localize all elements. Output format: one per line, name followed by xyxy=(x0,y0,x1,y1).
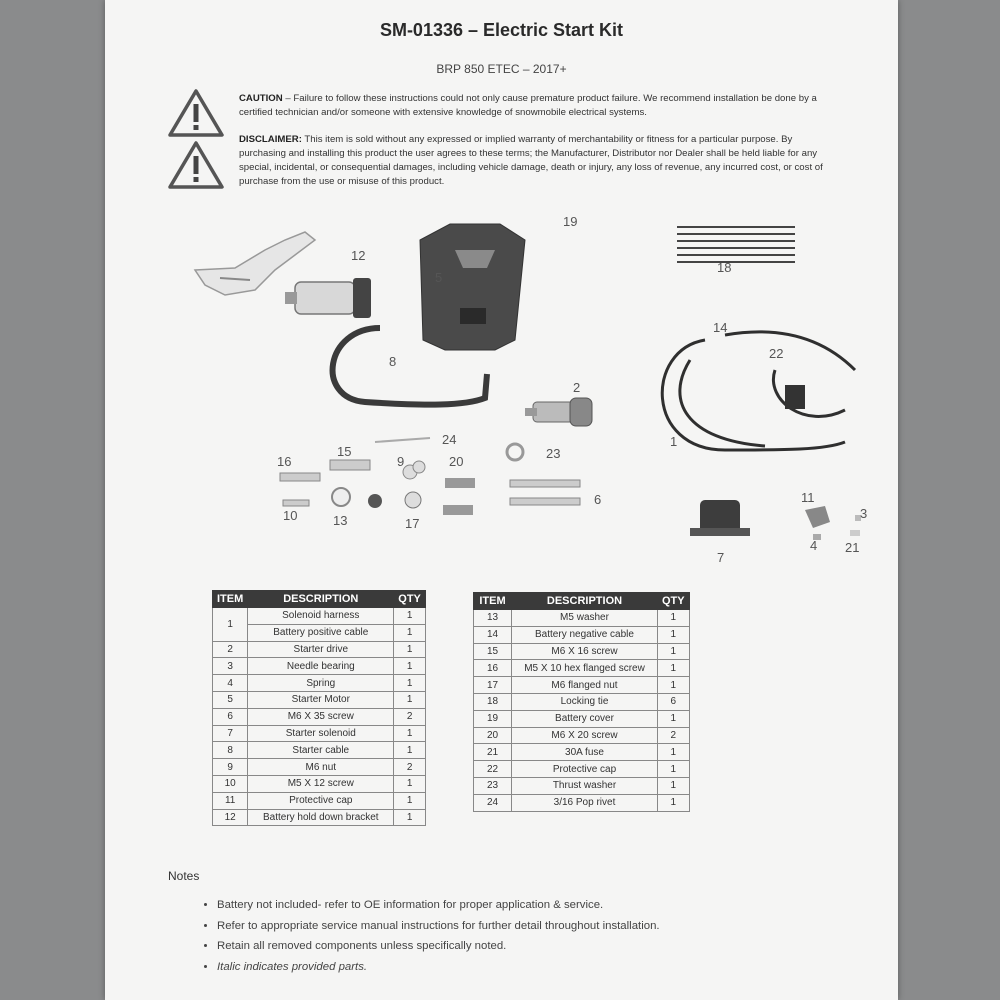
callout-23: 23 xyxy=(546,446,561,461)
item-cell: 22 xyxy=(474,761,512,778)
table-row xyxy=(474,710,690,727)
protective-cap-drawing xyxy=(785,385,805,409)
description-cell: Needle bearing xyxy=(248,658,394,675)
parts-table-right xyxy=(473,592,690,812)
qty-header: QTY xyxy=(394,591,426,608)
callout-7: 7 xyxy=(717,550,725,565)
description-cell: 30A fuse xyxy=(512,744,658,761)
qty-cell: 1 xyxy=(394,675,426,692)
pop-rivet-drawing xyxy=(375,438,430,442)
item-cell: 10 xyxy=(213,775,248,792)
description-cell: M6 X 35 screw xyxy=(248,708,394,725)
description-cell: M5 washer xyxy=(512,610,658,627)
caution-label: CAUTION xyxy=(239,93,283,104)
item-cell: 19 xyxy=(474,710,512,727)
starter-drive-drawing xyxy=(525,398,592,426)
callout-14: 14 xyxy=(713,320,728,335)
table-row xyxy=(213,809,426,826)
table-row xyxy=(474,626,690,643)
table-row xyxy=(213,641,426,658)
description-cell: M5 X 12 screw xyxy=(248,775,394,792)
callout-10: 10 xyxy=(283,508,298,523)
caution-notice xyxy=(239,92,827,120)
callout-20: 20 xyxy=(449,454,464,469)
callout-2: 2 xyxy=(573,380,581,395)
document-subtitle: BRP 850 ETEC – 2017+ xyxy=(436,62,567,76)
disclaimer-notice xyxy=(239,133,827,189)
callout-17: 17 xyxy=(405,516,420,531)
item-cell: 2 xyxy=(213,641,248,658)
item-cell: 8 xyxy=(213,742,248,759)
callout-21: 21 xyxy=(845,540,860,555)
qty-cell: 2 xyxy=(394,759,426,776)
table-row xyxy=(474,677,690,694)
qty-header: QTY xyxy=(658,593,690,610)
note-item: • Battery not included- refer to OE information for proper application & service. xyxy=(217,895,837,916)
table-row xyxy=(213,759,426,776)
item-cell: 17 xyxy=(474,677,512,694)
qty-cell: 2 xyxy=(394,708,426,725)
qty-cell: 1 xyxy=(658,710,690,727)
description-cell: M6 flanged nut xyxy=(512,677,658,694)
notes-list xyxy=(191,895,837,977)
parts-table-left xyxy=(212,590,426,826)
description-cell: M6 X 20 screw xyxy=(512,727,658,744)
qty-cell: 1 xyxy=(394,792,426,809)
description-cell: M6 X 16 screw xyxy=(512,643,658,660)
callout-24: 24 xyxy=(442,432,457,447)
item-cell: 1 xyxy=(213,608,248,642)
starter-motor-drawing xyxy=(285,278,371,318)
caution-text: – Failure to follow these instructions could not only cause premature product failure. We recommend installation be done by a certified technician and/or someone with extensive knowledge of snowmobile electrical systems. xyxy=(239,93,817,118)
item-cell: 20 xyxy=(474,727,512,744)
table-row xyxy=(474,610,690,627)
callout-19: 19 xyxy=(563,214,578,229)
item-header: ITEM xyxy=(213,591,248,608)
qty-cell: 1 xyxy=(658,777,690,794)
callout-13: 13 xyxy=(333,513,348,528)
callout-1: 1 xyxy=(670,434,678,449)
description-cell: Locking tie xyxy=(512,693,658,710)
callout-18: 18 xyxy=(717,260,732,275)
qty-cell: 1 xyxy=(394,608,426,625)
description-cell: 3/16 Pop rivet xyxy=(512,794,658,811)
callout-5: 5 xyxy=(435,270,443,285)
table-row xyxy=(474,744,690,761)
disclaimer-label: DISCLAIMER: xyxy=(239,134,302,145)
note-item: • Refer to appropriate service manual instructions for further detail throughout installation. xyxy=(217,916,837,937)
callout-9: 9 xyxy=(397,454,405,469)
qty-cell: 1 xyxy=(658,626,690,643)
callout-3: 3 xyxy=(860,506,868,521)
item-cell: 13 xyxy=(474,610,512,627)
qty-cell: 1 xyxy=(658,610,690,627)
qty-cell: 2 xyxy=(658,727,690,744)
description-cell: Protective cap xyxy=(512,761,658,778)
table-row xyxy=(213,691,426,708)
table-row xyxy=(474,643,690,660)
qty-cell: 1 xyxy=(394,742,426,759)
item-cell: 24 xyxy=(474,794,512,811)
description-cell: Spring xyxy=(248,675,394,692)
callout-15: 15 xyxy=(337,444,352,459)
qty-cell: 1 xyxy=(394,775,426,792)
item-cell: 21 xyxy=(474,744,512,761)
description-cell: Starter solenoid xyxy=(248,725,394,742)
warning-triangle-icon xyxy=(167,140,225,190)
callout-8: 8 xyxy=(389,354,397,369)
table-row xyxy=(474,660,690,677)
table-header-row xyxy=(474,593,690,610)
description-cell: Starter drive xyxy=(248,641,394,658)
qty-cell: 1 xyxy=(658,677,690,694)
item-cell: 16 xyxy=(474,660,512,677)
note-item: • Retain all removed components unless specifically noted. xyxy=(217,936,837,957)
document-title: SM-01336 – Electric Start Kit xyxy=(379,20,624,40)
item-cell: 5 xyxy=(213,691,248,708)
item-cell: 6 xyxy=(213,708,248,725)
table-row xyxy=(474,777,690,794)
item-header: ITEM xyxy=(474,593,512,610)
disclaimer-text: This item is sold without any expressed or implied warranty of merchantability or fitness for a particular purpose. By purchasing and installing this product the user agrees to these terms; the Manufacturer, Distributor nor Dealer shall be held liable for any special, incidental, or consequential damages, including vehicle damage, death or injury, any loss of revenue, any incurred cost, or cost of purchase from the use or misuse of this product. xyxy=(239,134,823,187)
description-header: DESCRIPTION xyxy=(512,593,658,610)
item-cell: 7 xyxy=(213,725,248,742)
qty-cell: 1 xyxy=(658,794,690,811)
qty-cell: 1 xyxy=(394,624,426,641)
table-row xyxy=(474,794,690,811)
qty-cell: 1 xyxy=(394,658,426,675)
instruction-sheet xyxy=(105,0,898,1000)
item-cell: 3 xyxy=(213,658,248,675)
qty-cell: 1 xyxy=(658,761,690,778)
description-cell: Starter Motor xyxy=(248,691,394,708)
notes-title: Notes xyxy=(168,869,200,883)
description-cell: Battery negative cable xyxy=(512,626,658,643)
description-cell: Protective cap xyxy=(248,792,394,809)
table-row xyxy=(213,725,426,742)
right-table-body xyxy=(474,610,690,812)
qty-cell: 1 xyxy=(394,641,426,658)
table-row xyxy=(213,742,426,759)
description-cell: Battery positive cable xyxy=(248,624,394,641)
item-cell: 18 xyxy=(474,693,512,710)
description-cell: Battery hold down bracket xyxy=(248,809,394,826)
hardware-drawing xyxy=(280,460,580,515)
callout-11: 11 xyxy=(801,490,815,505)
callout-16: 16 xyxy=(277,454,292,469)
warning-triangle-icon xyxy=(167,88,225,138)
small-parts-drawing xyxy=(805,506,861,540)
callout-22: 22 xyxy=(769,346,784,361)
table-row xyxy=(213,775,426,792)
item-cell: 15 xyxy=(474,643,512,660)
locking-ties-drawing xyxy=(677,227,795,262)
description-cell: Starter cable xyxy=(248,742,394,759)
table-row xyxy=(213,792,426,809)
qty-cell: 1 xyxy=(658,660,690,677)
item-cell: 14 xyxy=(474,626,512,643)
parts-illustration xyxy=(165,210,868,580)
description-cell: M5 X 10 hex flanged screw xyxy=(512,660,658,677)
battery-cover-drawing xyxy=(420,224,525,350)
qty-cell: 1 xyxy=(394,691,426,708)
qty-cell: 1 xyxy=(658,744,690,761)
thrust-washer-drawing xyxy=(507,444,523,460)
item-cell: 9 xyxy=(213,759,248,776)
description-cell: M6 nut xyxy=(248,759,394,776)
table-row xyxy=(213,658,426,675)
callout-6: 6 xyxy=(594,492,602,507)
note-item: • Italic indicates provided parts. xyxy=(217,957,837,978)
table-header-row xyxy=(213,591,426,608)
left-table-body xyxy=(213,641,426,826)
qty-cell: 1 xyxy=(394,725,426,742)
callout-4: 4 xyxy=(810,538,818,553)
item-cell: 4 xyxy=(213,675,248,692)
table-row xyxy=(213,708,426,725)
table-row xyxy=(474,727,690,744)
table-row xyxy=(474,761,690,778)
starter-solenoid-drawing xyxy=(690,500,750,536)
callout-12: 12 xyxy=(351,248,366,263)
item-cell: 12 xyxy=(213,809,248,826)
table-row xyxy=(213,608,426,625)
table-row xyxy=(474,693,690,710)
table-row xyxy=(213,675,426,692)
qty-cell: 1 xyxy=(658,643,690,660)
description-header: DESCRIPTION xyxy=(248,591,394,608)
description-cell: Solenoid harness xyxy=(248,608,394,625)
harness-cables-drawing xyxy=(662,332,855,450)
description-cell: Thrust washer xyxy=(512,777,658,794)
qty-cell: 6 xyxy=(658,693,690,710)
item-cell: 11 xyxy=(213,792,248,809)
qty-cell: 1 xyxy=(394,809,426,826)
description-cell: Battery cover xyxy=(512,710,658,727)
item-cell: 23 xyxy=(474,777,512,794)
